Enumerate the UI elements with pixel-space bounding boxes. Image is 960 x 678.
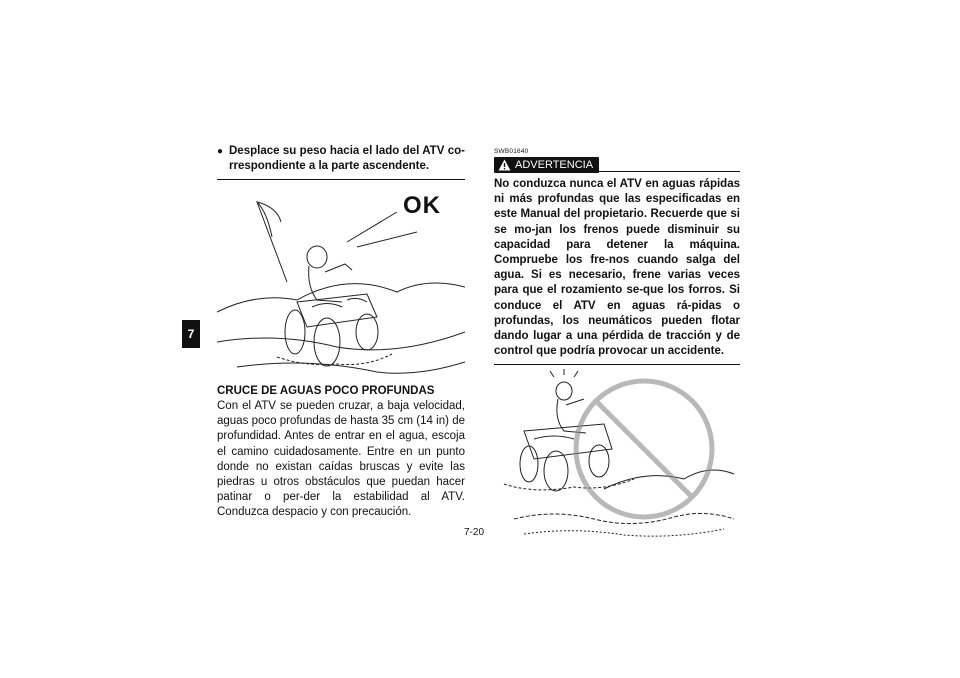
bullet-dot-icon: ● [217,146,224,157]
page-number: 7-20 [464,527,485,538]
atv-uphill-illustration [217,182,465,382]
bullet-text: Desplace su peso hacia el lado del ATV co-rrespondiente a la parte ascendente. [229,145,465,172]
warning-triangle-icon [498,159,511,171]
warning-label: ADVERTENCIA [515,159,594,171]
warning-code: SWB01640 [494,148,529,155]
warning-label-box [494,157,599,173]
atv-water-drawing [494,369,740,539]
right-column [494,148,740,539]
warning-header-line [599,171,740,172]
bullet-item [217,144,465,174]
left-column [217,144,465,521]
divider [217,179,465,180]
ok-label: OK [403,192,441,219]
section-heading: CRUCE DE AGUAS POCO PROFUNDAS [217,385,435,397]
chapter-tab: 7 [182,320,200,348]
section-body: Con el ATV se pueden cruzar, a baja velocidad, aguas poco profundas de hasta 35 cm (14 in) de profundidad. Antes de entrar en el agua, escoja el camino cuidadosamente. Entre en un punto donde no existan caídas bruscas y evite las piedras u otros obstáculos que puedan hacer patinar o per-der la estabilidad al ATV. Conduzca despacio y con precaución. [217,400,465,519]
warning-divider [494,364,740,365]
warning-header [494,157,740,173]
atv-deep-water-prohibited-illustration [494,369,740,539]
warning-text: No conduzca nunca el ATV en aguas rápidas ni más profundas que las especificadas en este Manual del propietario. Recuerde que si se mo-jan los frenos puede disminuir su capacidad para detener la máquina. Compruebe los fre-nos cuando salga del agua. Si es necesario, frene varias veces para que el rozamiento se-que los forros. Si conduce el ATV en aguas rá-pidas o profundas, los neumáticos pueden flotar dando lugar a una pérdida de tracción y de control que podría provocar un accidente. [494,178,740,358]
